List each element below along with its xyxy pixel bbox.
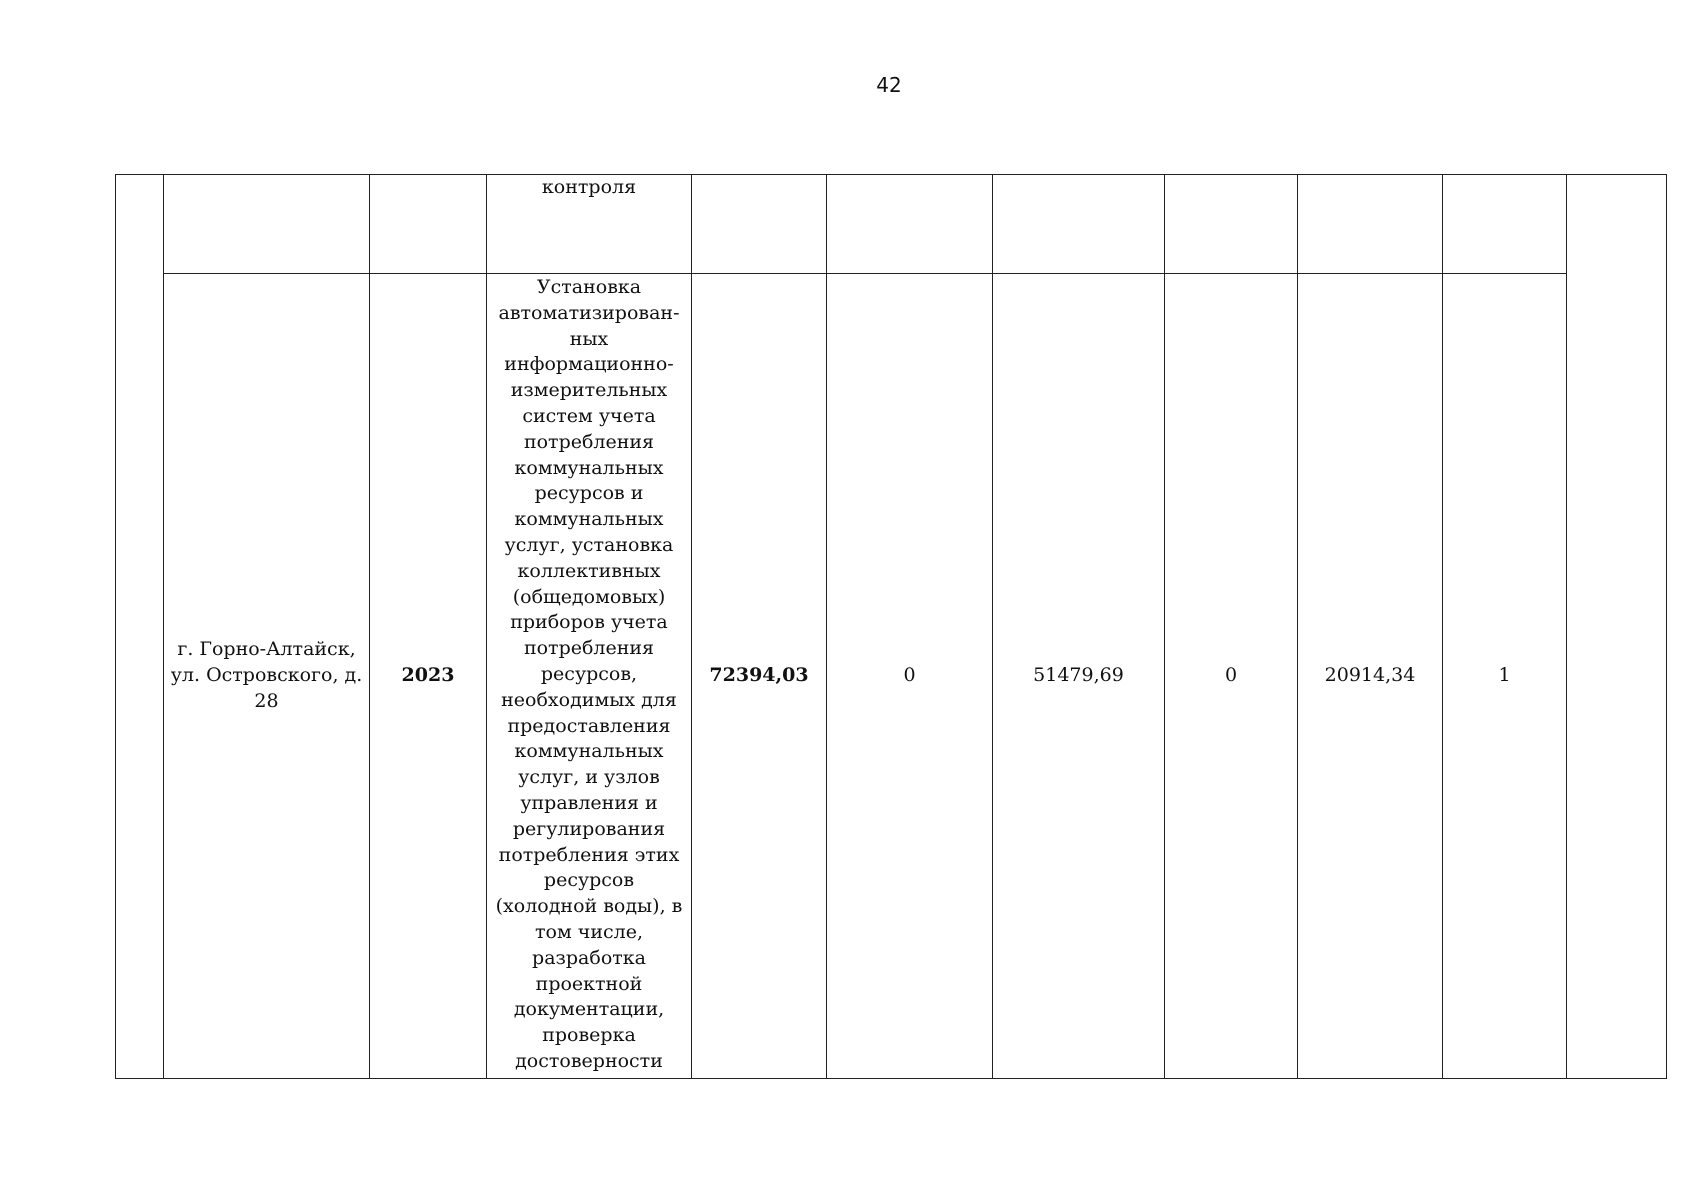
last-column-cell [1567, 175, 1667, 1079]
address-cell [164, 175, 370, 274]
value-cell [1443, 175, 1567, 274]
table-row [116, 274, 1667, 1079]
work-description-cell [487, 274, 692, 1079]
work-description-cell [487, 175, 692, 274]
value-text: 51479,69 [1033, 664, 1124, 687]
total-cost-cell [692, 274, 827, 1079]
value-text: 20914,34 [1324, 664, 1416, 687]
value-cell [827, 175, 993, 274]
works-table [115, 174, 1667, 1079]
work-description-text: контроля [541, 176, 637, 198]
value-cell [993, 274, 1165, 1079]
value-text: 0 [1224, 664, 1238, 687]
value-cell [827, 274, 993, 1079]
year-cell [370, 175, 487, 274]
value-cell [1165, 175, 1298, 274]
address-text: г. Горно-Алтайск, ул. Островского, д. 28 [170, 638, 363, 712]
total-cost-text: 72394,03 [709, 664, 809, 687]
value-text: 1 [1498, 664, 1511, 687]
value-cell [1298, 175, 1443, 274]
work-description-text: Установка автоматизирован-ных информационно-измерительных систем учета потребления коммунальных ресурсов и коммунальных услуг, установка коллективных (общедомовых) приборов учета потребления ресурсов, необходимых для предоставления коммунальных услуг, и узлов управления и регулирования потребления этих ресурсов (холодной воды), в том числе, разработка проектной документации, проверка достоверности [495, 276, 683, 1072]
value-cell [1165, 274, 1298, 1079]
value-text: 0 [903, 664, 916, 687]
value-cell [1443, 274, 1567, 1079]
table-row [116, 175, 1667, 274]
row-number-cell [116, 175, 164, 1079]
total-cost-cell [692, 175, 827, 274]
address-cell [164, 274, 370, 1079]
year-text: 2023 [401, 664, 455, 687]
value-cell [993, 175, 1165, 274]
year-cell [370, 274, 487, 1079]
page-number: 42 [876, 73, 902, 97]
value-cell [1298, 274, 1443, 1079]
